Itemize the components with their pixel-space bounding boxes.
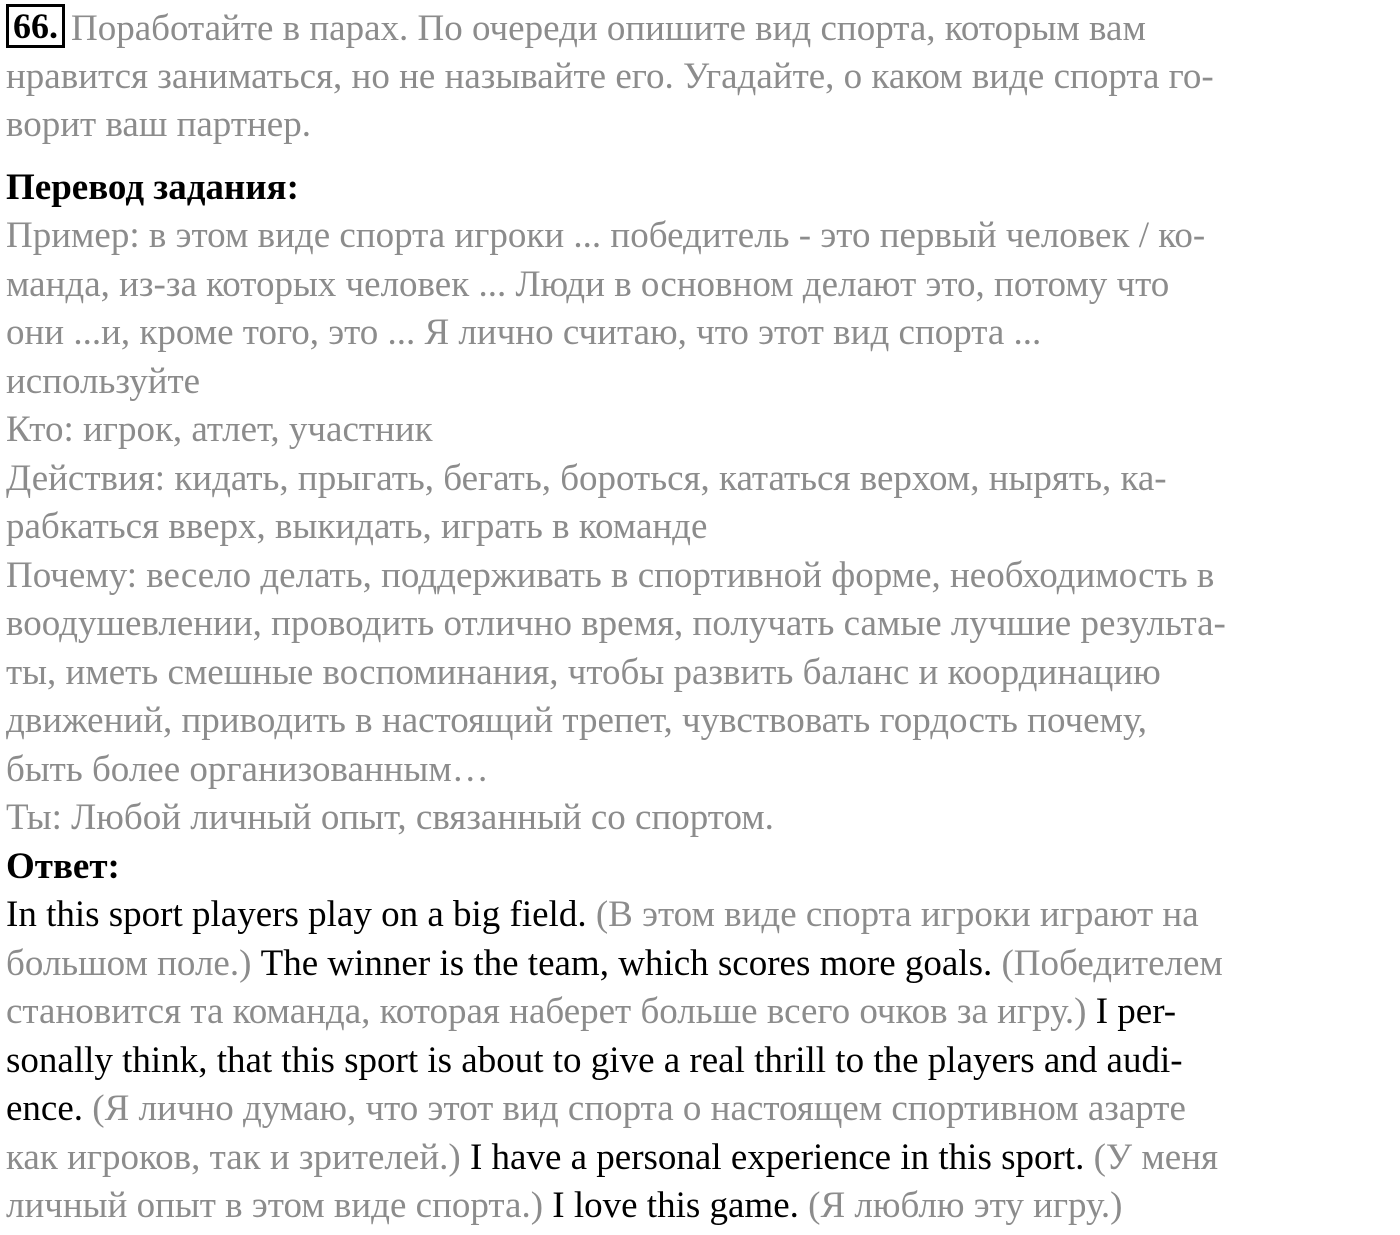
- task-line-3: ворит ваш партнер.: [6, 104, 311, 145]
- task-text-1: Поработайте в парах. По очереди опишите вид спорта, которым вам: [71, 8, 1146, 49]
- translation-line: Пример: в этом виде спорта игроки ... победитель - это первый человек / ко-: [6, 215, 1206, 256]
- translation-line: рабкаться вверх, выкидать, играть в команде: [6, 506, 708, 547]
- answer-russian-text: (В этом виде спорта игроки играют на: [595, 894, 1199, 935]
- translation-line: движений, приводить в настоящий трепет, чувствовать гордость почему,: [6, 700, 1148, 741]
- translation-line: Почему: весело делать, поддерживать в спортивной форме, необходимость в: [6, 554, 1215, 596]
- answer-heading: Ответ:: [6, 845, 120, 887]
- answer-english-text: The winner is the team, which scores more goals.: [260, 942, 1002, 984]
- translation-line: Ты: Любой личный опыт, связанный со спортом.: [6, 797, 774, 838]
- answer-line-6: [6, 1134, 1394, 1183]
- answer-line-3: [6, 988, 1394, 1037]
- answer-russian-text: (Победителем: [1001, 942, 1223, 984]
- answer-russian-text: как игроков, так и зрителей.): [6, 1136, 470, 1178]
- answer-russian-text: личный опыт в этом виде спорта.): [6, 1185, 553, 1226]
- answer-english-text: I have a personal experience in this sport.: [469, 1136, 1094, 1178]
- answer-english-text: sonally think, that this sport is about to give a real thrill to the players and audi-: [6, 1039, 1183, 1081]
- task-number-badge: 66.: [6, 4, 65, 48]
- answer-line-2: [6, 940, 1394, 989]
- answer-line-7: [6, 1182, 1394, 1231]
- translation-line: используйте: [6, 360, 201, 402]
- task-line-2: нравится заниматься, но не называйте его. Угадайте, о каком виде спорта го-: [6, 55, 1214, 97]
- translation-line: манда, из-за которых человек ... Люди в основном делают это, потому что: [6, 263, 1170, 305]
- translation-line: они ...и, кроме того, это ... Я лично считаю, что этот вид спорта ...: [6, 312, 1042, 353]
- task-line-1: [6, 4, 1394, 53]
- answer-russian-text: (Я лично думаю, что этот вид спорта о настоящем спортивном азарте: [92, 1088, 1186, 1129]
- translation-line: быть более организованным…: [6, 748, 489, 790]
- answer-english-text: In this sport players play on a big field.: [6, 894, 596, 935]
- answer-line-5: [6, 1085, 1394, 1134]
- answer-english-text: I love this game.: [552, 1185, 809, 1226]
- translation-line: ты, иметь смешные воспоминания, чтобы развить баланс и координацию: [6, 651, 1161, 693]
- answer-block: [6, 843, 1394, 1231]
- translation-line: Действия: кидать, прыгать, бегать, бороться, кататься верхом, нырять, ка-: [6, 457, 1167, 499]
- answer-russian-text: становится та команда, которая наберет больше всего очков за игру.): [6, 991, 1096, 1032]
- translation-line: Кто: игрок, атлет, участник: [6, 409, 433, 450]
- answer-russian-text: (У меня: [1093, 1136, 1219, 1178]
- answer-russian-text: (Я люблю эту игру.): [808, 1185, 1123, 1226]
- translation-block: [6, 164, 1394, 843]
- translation-heading: Перевод задания:: [6, 166, 299, 208]
- answer-english-text: ence.: [6, 1088, 93, 1129]
- answer-english-text: I per-: [1095, 991, 1177, 1032]
- answer-line-4: [6, 1037, 1394, 1086]
- translation-line: воодушевлении, проводить отлично время, получать самые лучшие результа-: [6, 603, 1226, 644]
- answer-line-1: [6, 891, 1394, 940]
- task-block: [6, 4, 1394, 150]
- answer-russian-text: большом поле.): [6, 942, 261, 984]
